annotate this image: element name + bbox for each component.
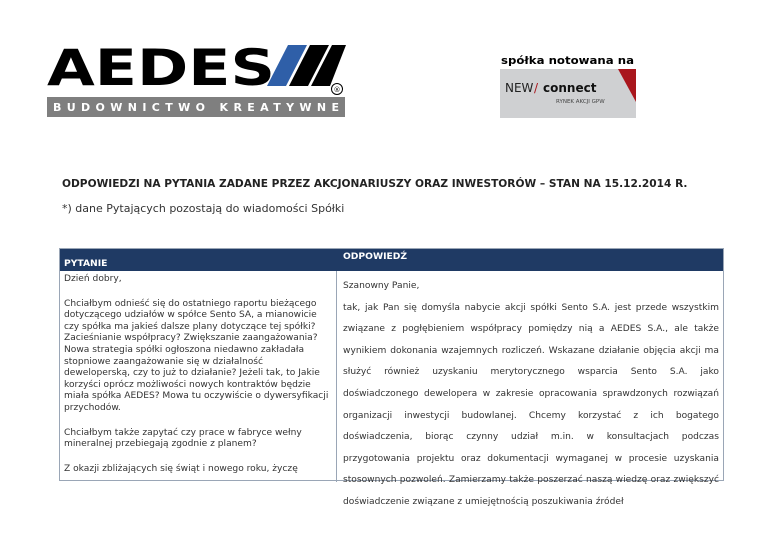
answer-greeting: Szanowny Panie, (343, 281, 420, 291)
question-line: miała spółka AEDES? Mowa tu oczywiście o dywersyfikacji (64, 391, 329, 402)
question-column-header: PYTANIE (60, 249, 336, 271)
question-line: Dzień dobry, (64, 274, 122, 284)
qa-table (59, 248, 724, 507)
question-line: przychodów. (64, 402, 121, 413)
question-line: dotyczącego udziałów w spółce Sento SA, a mianowicie (64, 310, 317, 321)
column-divider (336, 271, 337, 482)
aedes-logo-graphic (45, 39, 347, 118)
answer-column-header: ODPOWIEDŹ (336, 249, 723, 271)
logo-wordmark: AEDES (47, 39, 275, 97)
question-line: mineralnej przebiegają zgodnie z planem? (64, 439, 257, 450)
company-logo (45, 39, 347, 118)
registered-mark: ® (333, 86, 341, 94)
question-line: Z okazji zbliżających się świąt i nowego roku, życzę (64, 463, 298, 474)
newconnect-badge (500, 48, 636, 118)
logo-tagline: BUDOWNICTWO KREATYWNE (53, 101, 340, 114)
line-gap (64, 286, 330, 299)
question-line: deweloperską, czy to już to działanie? Jeżeli tak, to Jakie (64, 368, 320, 379)
question-line: Nowa strategia spółki ogłoszona niedawno zakładała (64, 344, 305, 355)
question-line: Chciałbym także zapytać czy prace w fabryce wełny (64, 427, 302, 438)
document-heading: ODPOWIEDZI NA PYTANIA ZADANE PRZEZ AKCJONARIUSZY ORAZ INWESTORÓW – STAN NA 15.12.2014 R. (62, 178, 688, 190)
answer-cell (343, 271, 719, 514)
badge-slash: / (534, 81, 539, 95)
badge-connect-text: connect (543, 81, 597, 95)
question-cell (60, 271, 336, 475)
line-gap (64, 451, 330, 464)
badge-title: spółka notowana na (501, 54, 634, 67)
question-line: korzyści oprócz możliwości nowych kontraktów będzie (64, 379, 311, 390)
answer-text: tak, jak Pan się domyśla nabycie akcji spółki Sento S.A. jest przede wszystkim związane z pogłębieniem współpracy pomiędzy nią a AEDES S.A., ale także wynikiem dokonania wzajemnych rozliczeń. Wskazane działanie objęcia akcji ma służyć również uzyskaniu merytorycznego wsparcia Sento S.A. jako doświadczonego dewelopera w zakresie opracowania sprawdzonych rozwiązań organizacji inwestycji budowlanej. Chcemy korzystać z ich bogatego doświadczenia, biorąc czynny udział m.in. w konsultacjach podczas przygotowania projektu oraz dokumentacji wymaganej w procesie uzyskania stosownych pozwoleń. Zamierzamy także poszerzać naszą wiedzę oraz zwiększyć doświadczenie związane z umiejętnością poszukiwania źródeł (343, 302, 719, 507)
newconnect-badge-graphic (500, 48, 636, 118)
badge-new-text: NEW (505, 81, 534, 95)
question-line: Chciałbym odnieść się do ostatniego raportu bieżącego (64, 298, 317, 309)
question-line: czy spółka ma jakieś dalsze plany dotyczące tej spółki? (64, 321, 316, 332)
question-line: Zacieśnianie współpracy? Zwiększanie zaangażowania? (64, 333, 318, 344)
line-gap (64, 415, 330, 428)
privacy-note: *) dane Pytających pozostają do wiadomości Spółki (62, 202, 345, 215)
question-line: stopniowe zaangażowanie się w działalność (64, 356, 264, 367)
badge-subtitle: RYNEK AKCJI GPW (556, 99, 605, 105)
